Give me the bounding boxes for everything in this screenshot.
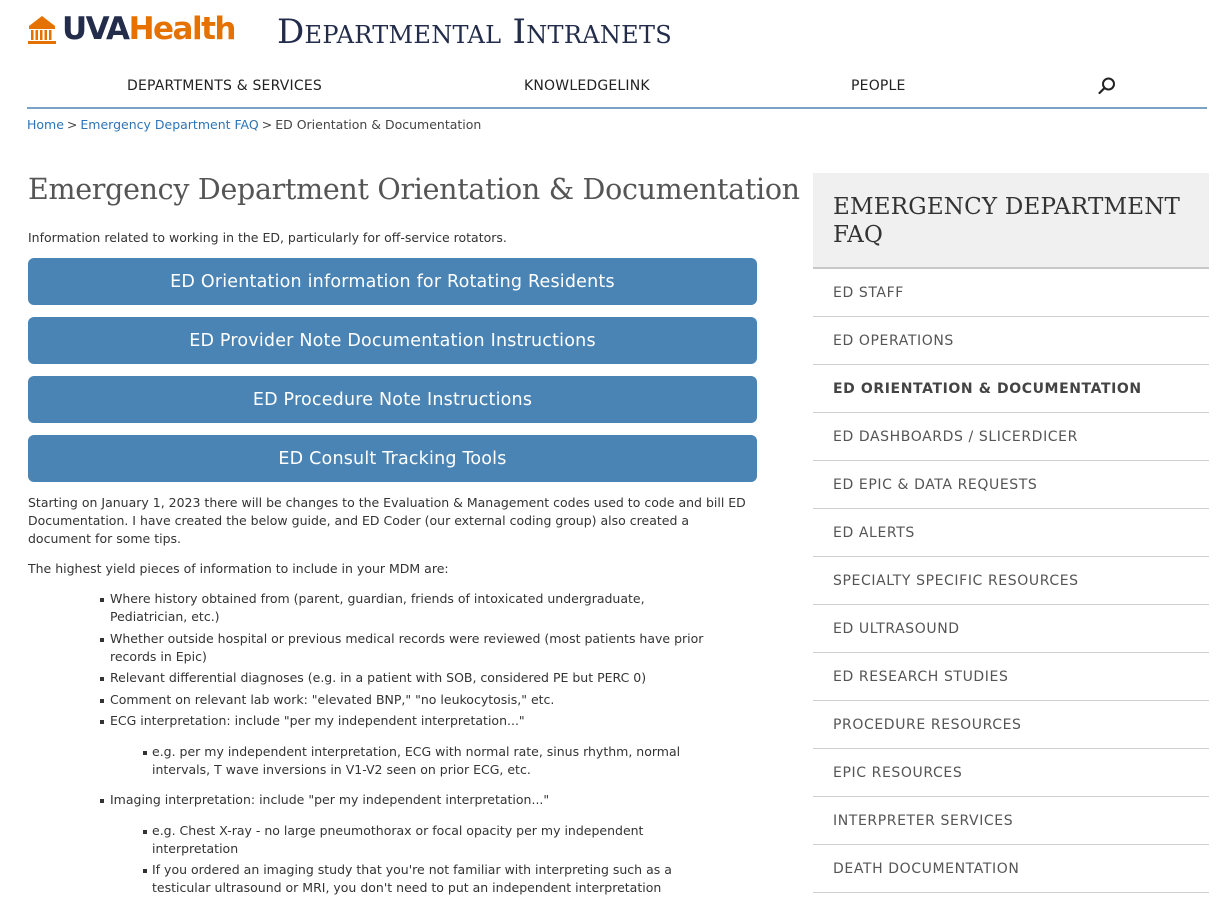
bullet-icon (100, 638, 104, 642)
bullet-icon (100, 699, 104, 703)
nav-people[interactable]: PEOPLE (851, 78, 906, 94)
bullet-icon (100, 677, 104, 681)
sidebar-item-ed-research-studies[interactable]: ED RESEARCH STUDIES (813, 653, 1209, 701)
search-icon[interactable] (1097, 76, 1117, 96)
sidebar-item-death-documentation[interactable]: DEATH DOCUMENTATION (813, 845, 1209, 893)
list-item: Comment on relevant lab work: "elevated BNP," "no leukocytosis," etc. (110, 692, 555, 707)
sidebar-item-ed-operations[interactable]: ED OPERATIONS (813, 317, 1209, 365)
logo-uva-text: UVA (62, 10, 129, 47)
logo-health-text: Health (128, 10, 235, 47)
sidebar-item-ed-orientation-documentation[interactable]: ED ORIENTATION & DOCUMENTATION (813, 365, 1209, 413)
page-title: Emergency Department Orientation & Documentation (28, 173, 800, 206)
bullet-icon (143, 830, 147, 834)
bullet-icon (143, 869, 147, 873)
sidebar-heading-line: EMERGENCY DEPARTMENT (833, 194, 1181, 220)
sidebar-item-ed-staff[interactable]: ED STAFF (813, 269, 1209, 317)
breadcrumb-parent[interactable]: Emergency Department FAQ (80, 117, 259, 132)
sidebar-item-ed-dashboards[interactable]: ED DASHBOARDS / SLICERDICER (813, 413, 1209, 461)
list-item: Whether outside hospital or previous medical records were reviewed (most patients have prior (110, 631, 704, 646)
sub-list-item-continuation: testicular ultrasound or MRI, you don't need to put an independent interpretation (152, 880, 662, 895)
sidebar-item-ed-epic-data-requests[interactable]: ED EPIC & DATA REQUESTS (813, 461, 1209, 509)
breadcrumb-separator: > (66, 117, 78, 132)
provider-note-documentation-button[interactable]: ED Provider Note Documentation Instructions (28, 317, 757, 364)
sub-list-item: If you ordered an imaging study that you're not familiar with interpreting such as a (152, 862, 672, 877)
sidebar-item-interpreter-services[interactable]: INTERPRETER SERVICES (813, 797, 1209, 845)
paragraph-line: Starting on January 1, 2023 there will be changes to the Evaluation & Management codes used to code and bill ED (28, 495, 746, 510)
section-sidebar (813, 173, 1209, 893)
nav-knowledgelink[interactable]: KNOWLEDGELINK (524, 78, 650, 94)
bullet-icon (100, 799, 104, 803)
breadcrumb-current: ED Orientation & Documentation (275, 117, 482, 132)
bullet-icon (100, 720, 104, 724)
list-item: Imaging interpretation: include "per my independent interpretation..." (110, 792, 550, 807)
breadcrumb-separator: > (261, 117, 273, 132)
list-item: Relevant differential diagnoses (e.g. in a patient with SOB, considered PE but PERC 0) (110, 670, 647, 685)
sidebar-item-ed-alerts[interactable]: ED ALERTS (813, 509, 1209, 557)
paragraph-line: Documentation. I have created the below guide, and ED Coder (our external coding group) also created a (28, 513, 690, 528)
mdm-intro-paragraph: The highest yield pieces of information to include in your MDM are: (28, 561, 449, 576)
breadcrumb-home[interactable]: Home (27, 117, 64, 132)
sub-list-item-continuation: intervals, T wave inversions in V1-V2 seen on prior ECG, etc. (152, 762, 531, 777)
sidebar-item-procedure-resources[interactable]: PROCEDURE RESOURCES (813, 701, 1209, 749)
sidebar-heading-line: FAQ (833, 222, 884, 248)
sub-list-item: e.g. Chest X-ray - no large pneumothorax or focal opacity per my independent (152, 823, 644, 838)
procedure-note-instructions-button[interactable]: ED Procedure Note Instructions (28, 376, 757, 423)
sidebar-item-epic-resources[interactable]: EPIC RESOURCES (813, 749, 1209, 797)
intro-text: Information related to working in the ED, particularly for off-service rotators. (28, 230, 507, 245)
orientation-rotating-residents-button[interactable]: ED Orientation information for Rotating Residents (28, 258, 757, 305)
sub-list-item-continuation: interpretation (152, 841, 239, 856)
list-item: Where history obtained from (parent, guardian, friends of intoxicated undergraduate, (110, 591, 645, 606)
sidebar-item-ed-ultrasound[interactable]: ED ULTRASOUND (813, 605, 1209, 653)
site-title[interactable]: Departmental Intranets (277, 12, 672, 52)
list-item: ECG interpretation: include "per my independent interpretation..." (110, 713, 525, 728)
list-item-continuation: Pediatrician, etc.) (110, 609, 220, 624)
consult-tracking-tools-button[interactable]: ED Consult Tracking Tools (28, 435, 757, 482)
bullet-icon (100, 598, 104, 602)
nav-departments-services[interactable]: DEPARTMENTS & SERVICES (127, 78, 322, 94)
sidebar-heading[interactable] (813, 173, 1209, 269)
paragraph-line: document for some tips. (28, 531, 181, 546)
list-item-continuation: records in Epic) (110, 649, 207, 664)
sub-list-item: e.g. per my independent interpretation, ECG with normal rate, sinus rhythm, normal (152, 744, 681, 759)
bullet-icon (143, 751, 147, 755)
sidebar-item-specialty-resources[interactable]: SPECIALTY SPECIFIC RESOURCES (813, 557, 1209, 605)
